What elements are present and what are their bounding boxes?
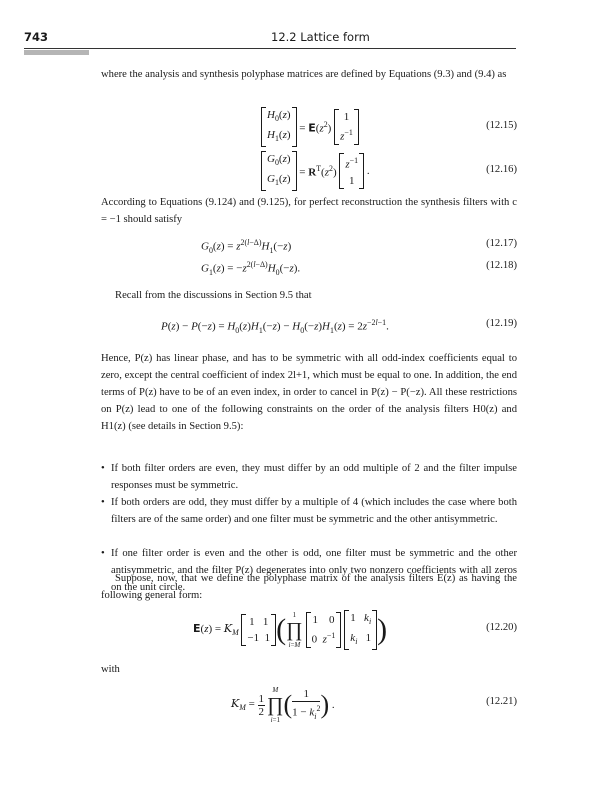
equation-number: (12.19): [486, 318, 517, 329]
bullet-text: If both filter orders are even, they must differ by an odd multiple of 2 and the filter impulse responses must be symmetric.: [111, 463, 517, 491]
paragraph-linear-phase: Hence, P(z) has linear phase, and has to be symmetric with all odd-index coefficients equal to zero, except the central coefficient of index 2l+1, which must be equal to one. In addition, the end terms of P(z) have to be of an even index, in order to cancel in P(z) − P(−z). All these restrictions on P(z) lead to one of the following constraints on the order of the analysis filters H0(z) and H1(z) (see details in Section 9.5):: [101, 353, 517, 432]
header-rule: [24, 48, 516, 49]
paragraph-recall: Recall from the discussions in Section 9.5 that: [115, 290, 312, 301]
section-title: 12.2 Lattice form: [271, 30, 370, 44]
equation-12-17: $G_0(z) = z^{2(l-\Delta)}H_1(-z)$ (12.17): [201, 238, 517, 255]
equation-number: (12.18): [486, 260, 517, 271]
header-accent-bar: [24, 50, 89, 55]
equation-number: (12.20): [486, 622, 517, 633]
equation-number: (12.15): [486, 120, 517, 131]
equation-number: (12.16): [486, 164, 517, 175]
bullet-item: • If both filter orders are even, they must differ by an odd multiple of 2 and the filter impulse responses must be symmetric.: [101, 460, 517, 494]
bullet-text: If both orders are odd, they must differ by a multiple of 4 (which includes the case where both filters are of the same order) and one filter must be symmetric and the other antisymmetric.: [111, 497, 517, 525]
bullet-item: • If one filter order is even and the other is odd, one filter must be symmetric and the other antisymmetric, and the filter P(z) degenerates into only two nonzero coefficients with all zeros on the unit circle.: [101, 545, 517, 596]
paragraph-with: with: [101, 664, 120, 675]
equation-12-18: $G_1(z) = -z^{2(l-\Delta)}H_0(-z)$. (12.18): [201, 260, 517, 277]
equation-number: (12.21): [486, 696, 517, 707]
running-header: [24, 30, 514, 48]
equation-12-19: $P(z) - P(-z) = H_0(z)H_1(-z) - H_0(-z)H_1(z) = 2z^{-2l-1}$. (12.19): [161, 318, 517, 335]
paragraph-intro: where the analysis and synthesis polyphase matrices are defined by Equations (9.3) and (9.4) as: [101, 69, 507, 80]
equation-12-16: $G_0(z)$ $G_1(z)$ = $R^T(z^2)$ $z^{-1}$ 1 . (12.16): [101, 150, 517, 192]
paragraph-suppose: Suppose, now, that we define the polyphase matrix of the analysis filters E(z) as having the following general form:: [101, 573, 517, 601]
page-number: 743: [24, 30, 49, 44]
equation-12-15: $H_0(z)$ $H_1(z)$ = $E(z^2)$ 1 $z^{-1}$ (12.15): [101, 106, 517, 148]
bullet-text: If one filter order is even and the other is odd, one filter must be symmetric and the other antisymmetric, and the filter P(z) degenerates into only two nonzero coefficients with all zeros on the unit circle.: [111, 548, 517, 593]
bullet-item: • If both orders are odd, they must differ by a multiple of 4 (which includes the case where both filters are of the same order) and one filter must be symmetric and the other antisymmetric.: [101, 494, 517, 528]
equation-12-21: $K_M$ = $\frac{1}{2}$ M ∏ i=1 ( 1 $1 - k_i^2$ ) . (12.21): [231, 686, 517, 724]
equation-number: (12.17): [486, 238, 517, 249]
equation-12-20: $E(z) = K_M$ 1 1 −1 1 ( 1 ∏ i=M 1 0 0 $z^{-1}$ 1 $k_i$ $k_i$ 1 ) (12.20): [193, 611, 517, 649]
paragraph-perfect-reconstruction: According to Equations (9.124) and (9.125), for perfect reconstruction the synthesis filters with c = −1 should satisfy: [101, 197, 517, 225]
